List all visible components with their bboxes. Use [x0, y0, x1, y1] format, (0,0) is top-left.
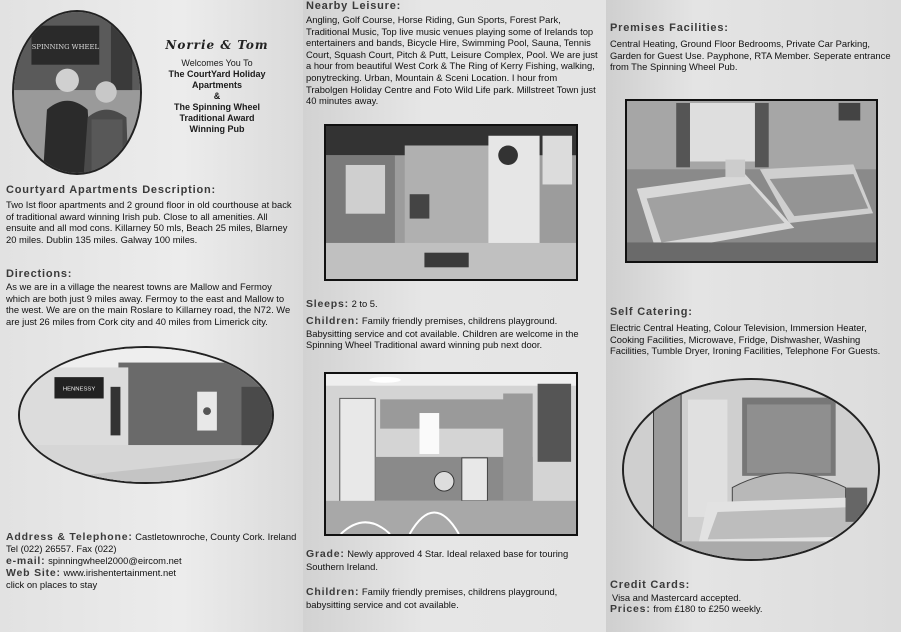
left-panel	[0, 0, 303, 632]
sleeps-label: Sleeps:	[306, 298, 349, 310]
children-text: Family friendly premises, childrens playground. Babysitting service and cot available. Children are welcome in the Spinning Wheel Traditional award winning pub next door.	[306, 315, 579, 351]
courtyard-description: Two Ist floor apartments and 2 ground floor in old courthouse at back of traditional award winning Irish pub. Close to all amenities. All ensuite and all mod cons. Killarney 50 mls, Beach 25 miles, Blarney 20 miles. Dublin 135 miles. Galway 100 miles.	[6, 199, 292, 245]
sleeps-line	[306, 298, 598, 311]
phone-line: Tel (022) 26557. Fax (022)	[6, 543, 117, 554]
pub-sign-text: SPINNING WHEEL	[31, 43, 99, 52]
children-info-repeat	[306, 586, 576, 610]
directions-heading: Directions:	[6, 268, 73, 280]
courtyard-sign-text: HENNESSY	[62, 386, 96, 393]
owner-names: Norrie & Tom	[165, 38, 269, 52]
courtyard-heading: Courtyard Apartments Description:	[6, 184, 216, 196]
pub-interior-photo	[324, 124, 578, 281]
self-catering-heading: Self Catering:	[610, 306, 693, 318]
prices-line	[610, 603, 895, 616]
middle-panel	[303, 0, 606, 632]
email-label: e-mail:	[6, 555, 46, 567]
credit-cards-heading: Credit Cards:	[610, 579, 691, 591]
courtyard-photo	[18, 346, 274, 484]
leisure-heading: Nearby Leisure:	[306, 0, 402, 12]
web-line[interactable]	[6, 567, 301, 580]
email-line[interactable]	[6, 555, 301, 568]
welcome-title-line: Apartments	[191, 80, 242, 90]
web-link[interactable]: www.irishentertainment.net	[63, 567, 177, 578]
credit-cards-text: Visa and Mastercard accepted.	[612, 592, 742, 603]
welcome-title-line: Traditional Award	[179, 113, 255, 123]
email-link[interactable]: spinningwheel2000@eircom.net	[48, 555, 182, 566]
grade-text: Newly approved 4 Star. Ideal relaxed base for touring Southern Ireland.	[306, 548, 569, 572]
grade-info	[306, 548, 601, 572]
kitchen-photo	[324, 372, 578, 536]
right-panel	[606, 0, 901, 632]
twin-bedroom-photo	[625, 99, 878, 263]
welcome-block	[152, 38, 282, 135]
leisure-text: Angling, Golf Course, Horse Riding, Gun Sports, Forest Park, Traditional Music, Top live music venues playing some of Irelands top entertainers and bands, Bicycle Hire, Swimming Pool, Sauna, Tennis Court, Squash Court, Pitch & Putt, Leisure Complex, Pool. We are just a hour from beautiful West Cork & The Ring of Kerry Fishing, walking, ponytrecking. Urban, Mountain & Sceni Location. I hour from Trabolgen Holiday Centre and Foto Wild Life park. Millstreet Town just 40 minutes away.	[306, 14, 598, 107]
children-label: Children:	[306, 586, 360, 598]
sleeps-value: 2 to 5.	[351, 298, 378, 309]
welcome-line: Welcomes You To	[181, 58, 253, 68]
owners-photo	[12, 10, 142, 175]
welcome-title-line: The Spinning Wheel	[174, 102, 260, 112]
prices-text: from £180 to £250 weekly.	[653, 603, 763, 614]
address-heading: Address & Telephone:	[6, 531, 133, 543]
prices-label: Prices:	[610, 603, 651, 615]
premises-heading: Premises Facilities:	[610, 22, 729, 34]
web-label: Web Site:	[6, 567, 61, 579]
children-info	[306, 315, 598, 351]
click-instruction: click on places to stay	[6, 579, 98, 590]
address-text: Castletownroche, County Cork. Ireland	[135, 531, 297, 542]
double-bedroom-photo	[622, 378, 880, 561]
children-label: Children:	[306, 315, 360, 327]
welcome-title-line: &	[213, 91, 221, 101]
directions-text: As we are in a village the nearest towns are Mallow and Fermoy which are both just 9 miles away. Fermoy to the east and Mallow to the west. We are on the main Roslare to Killarney road, the N72. We are just 26 miles from Cork city and 40 miles from Limerick city.	[6, 281, 291, 327]
children-text: Family friendly premises, childrens playground, babysitting service and cot available.	[306, 586, 558, 610]
premises-text: Central Heating, Ground Floor Bedrooms, Private Car Parking, Garden for Guest Use. Payphone, RTA Member. Seperate entrance from The Spinning Wheel Pub.	[610, 38, 891, 73]
grade-label: Grade:	[306, 548, 345, 560]
self-catering-text: Electric Central Heating, Colour Television, Immersion Heater, Cooking Facilities, Microwave, Fridge, Dishwasher, Washing Facilities, Tumble Dryer, Ironing Facilities, Telephone For Guests.	[610, 322, 881, 357]
welcome-title-line: The CourtYard Holiday	[168, 69, 266, 79]
address-line	[6, 531, 301, 544]
welcome-title-line: Winning Pub	[189, 124, 245, 134]
